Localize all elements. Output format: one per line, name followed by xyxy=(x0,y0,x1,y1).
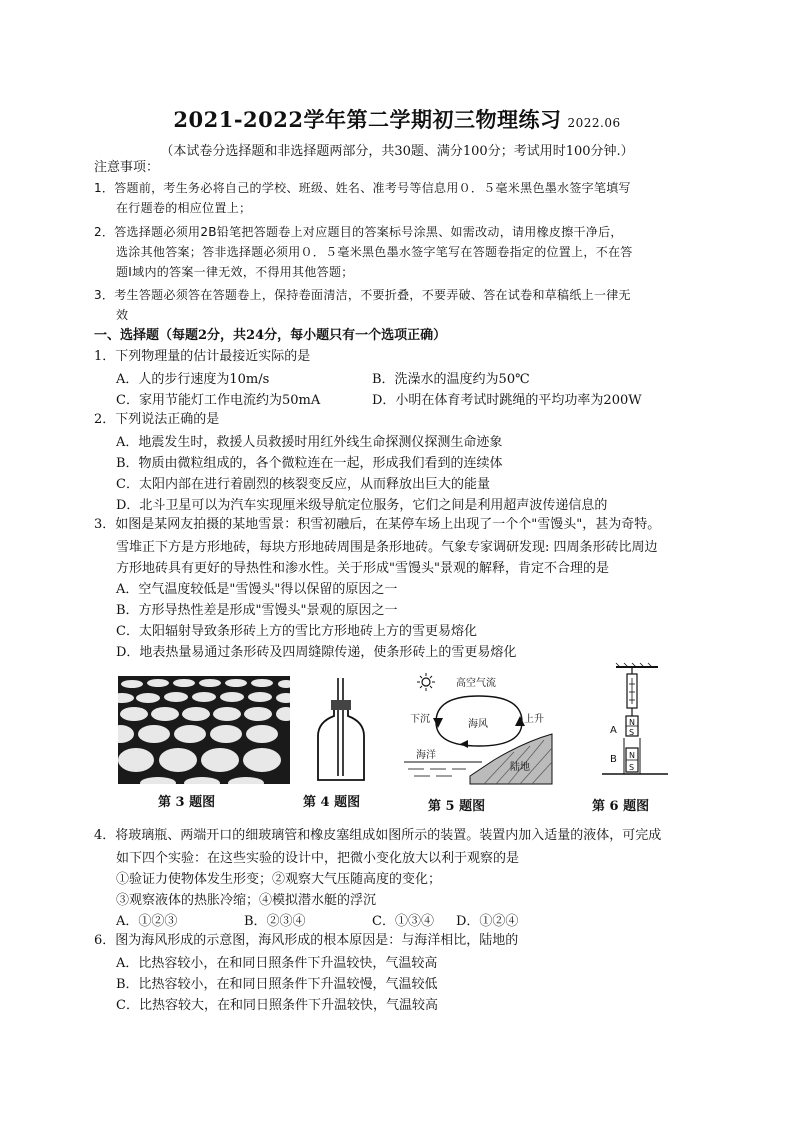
notice-item-2-cont: 选涂其他答案；答非选择题必须用０．５毫米黑色墨水签字笔写在答题卷指定的位置上，不在答 xyxy=(116,245,633,259)
fig6-label-b: B xyxy=(610,754,617,765)
exam-date: 2022.06 xyxy=(567,116,621,130)
q6-option-b: B．比热容较小，在和同日照条件下升温较慢，气温较低 xyxy=(116,977,438,992)
q2-option-d: D．北斗卫星可以为汽车实现厘米级导航定位服务，它们之间是利用超声波传递信息的 xyxy=(116,498,608,513)
fig6-magnet-b-south: S xyxy=(629,763,635,772)
fig6-magnet-b-north: N xyxy=(629,751,635,760)
notice-item-2-cont2: 题Ⅰ域内的答案一律无效，不得用其他答题； xyxy=(116,265,354,279)
q4-item-line-1: ①验证力使物体发生形变；②观察大气压随高度的变化； xyxy=(116,872,442,887)
q6-option-a: A．比热容较小，在和同日照条件下升温较快，气温较高 xyxy=(116,956,438,971)
sun-icon xyxy=(422,678,430,686)
q6-stem: 6．图为海风形成的示意图，海风形成的根本原因是：与海洋相比，陆地的 xyxy=(94,933,519,948)
fig6-magnet-a-north: N xyxy=(629,718,635,727)
q1-option-a: A．人的步行速度为10m/s xyxy=(116,372,270,387)
q3-option-b: B．方形导热性差是形成"雪馒头"景观的原因之一 xyxy=(116,603,398,618)
notice-item-2: 2．答选择题必须用2B铅笔把答题卷上对应题目的答案标号涂黑、如需改动，请用橡皮擦干净后， xyxy=(94,225,623,239)
fig6-magnet-a-south: S xyxy=(629,728,635,737)
q3-option-d: D．地表热量易通过条形砖及四周缝隙传递，使条形砖上的雪更易熔化 xyxy=(116,645,517,660)
fig5-label-land: 陆地 xyxy=(510,762,530,773)
q4-stem-2: 如下四个实验：在这些实验的设计中，把微小变化放大以利于观察的是 xyxy=(116,851,520,866)
notice-item-1-cont: 在行题卷的相应位置上； xyxy=(116,201,252,215)
page-title xyxy=(0,104,794,134)
figure-5-sea-breeze xyxy=(404,672,554,788)
notice-heading: 注意事项： xyxy=(94,160,160,175)
figure-6-caption: 第 6 题图 xyxy=(592,799,650,814)
section-heading: 一、选择题（每题2分，共24分，每小题只有一个选项正确） xyxy=(94,328,447,343)
fig6-label-a: A xyxy=(610,725,617,736)
q2-option-b: B．物质由微粒组成的，各个微粒连在一起，形成我们看到的连续体 xyxy=(116,456,503,471)
fig5-label-right: 上升 xyxy=(524,714,544,725)
title-text: 2021-2022学年第二学期初三物理练习 xyxy=(173,107,562,132)
q6-option-c: C．比热容较大，在和同日照条件下升温较快，气温较高 xyxy=(116,998,438,1013)
fig5-label-sea: 海洋 xyxy=(416,750,436,761)
q2-stem: 2．下列说法正确的是 xyxy=(94,412,220,427)
figure-6-magnets xyxy=(596,662,674,780)
q2-option-a: A．地震发生时，救援人员救援时用红外线生命探测仪探测生命迹象 xyxy=(116,435,503,450)
q3-option-a: A．空气温度较低是"雪馒头"得以保留的原因之一 xyxy=(116,582,398,597)
q4-option-d: D．①②④ xyxy=(456,914,519,929)
figure-3-caption: 第 3 题图 xyxy=(158,795,216,810)
figure-4-bottle xyxy=(312,676,376,784)
figure-4-caption: 第 4 题图 xyxy=(303,795,361,810)
q3-stem-1: 3．如图是某网友拍摄的某地雪景：积雪初融后，在某停车场上出现了一个个"雪馒头"，甚为奇特。 xyxy=(94,517,661,532)
q4-stem-1: 4．将玻璃瓶、两端开口的细玻璃管和橡皮塞组成如图所示的装置。装置内加入适量的液体，可完成 xyxy=(94,828,662,843)
exam-subtitle: （本试卷分选择题和非选择题两部分，共30题、满分100分；考试用时100分钟.） xyxy=(160,144,634,159)
q1-option-d: D．小明在体育考试时跳绳的平均功率为200W xyxy=(372,393,642,408)
notice-item-1: 1．答题前，考生务必将自己的学校、班级、姓名、准考号等信息用０．５毫米黑色墨水签字笔填写 xyxy=(94,181,631,195)
q4-option-b: B．②③④ xyxy=(244,914,306,929)
q3-option-c: C．太阳辐射导致条形砖上方的雪比方形地砖上方的雪更易熔化 xyxy=(116,624,477,639)
q3-stem-3: 方形地砖具有更好的导热性和渗水性。关于形成"雪馒头"景观的解释，肯定不合理的是 xyxy=(116,561,609,576)
q4-item-line-2: ③观察液体的热胀冷缩；④模拟潜水艇的浮沉 xyxy=(116,893,377,908)
q1-stem: 1．下列物理量的估计最接近实际的是 xyxy=(94,349,311,364)
q4-option-c: C．①③④ xyxy=(372,914,434,929)
figure-3-snow-photo xyxy=(118,676,290,784)
figure-5-caption: 第 5 题图 xyxy=(428,799,486,814)
q1-option-b: B．洗澡水的温度约为50℃ xyxy=(372,372,530,387)
q1-option-c: C．家用节能灯工作电流约为50mA xyxy=(116,393,321,408)
notice-item-3-cont: 效 xyxy=(116,308,129,322)
fig5-label-left: 下沉 xyxy=(410,714,430,725)
q4-option-a: A．①②③ xyxy=(116,914,178,929)
q3-stem-2: 雪堆正下方是方形地砖，每块方形地砖周围是条形地砖。气象专家调研发现: 四周条形砖比周边 xyxy=(116,540,658,555)
q2-option-c: C．太阳内部在进行着剧烈的核裂变反应，从而释放出巨大的能量 xyxy=(116,477,490,492)
notice-item-3: 3．考生答题必须答在答题卷上，保持卷面清洁，不要折叠，不要弄破、答在试卷和草稿纸上一律无 xyxy=(94,288,631,302)
fig5-label-center: 海风 xyxy=(468,719,488,730)
fig5-label-top: 高空气流 xyxy=(456,678,496,689)
